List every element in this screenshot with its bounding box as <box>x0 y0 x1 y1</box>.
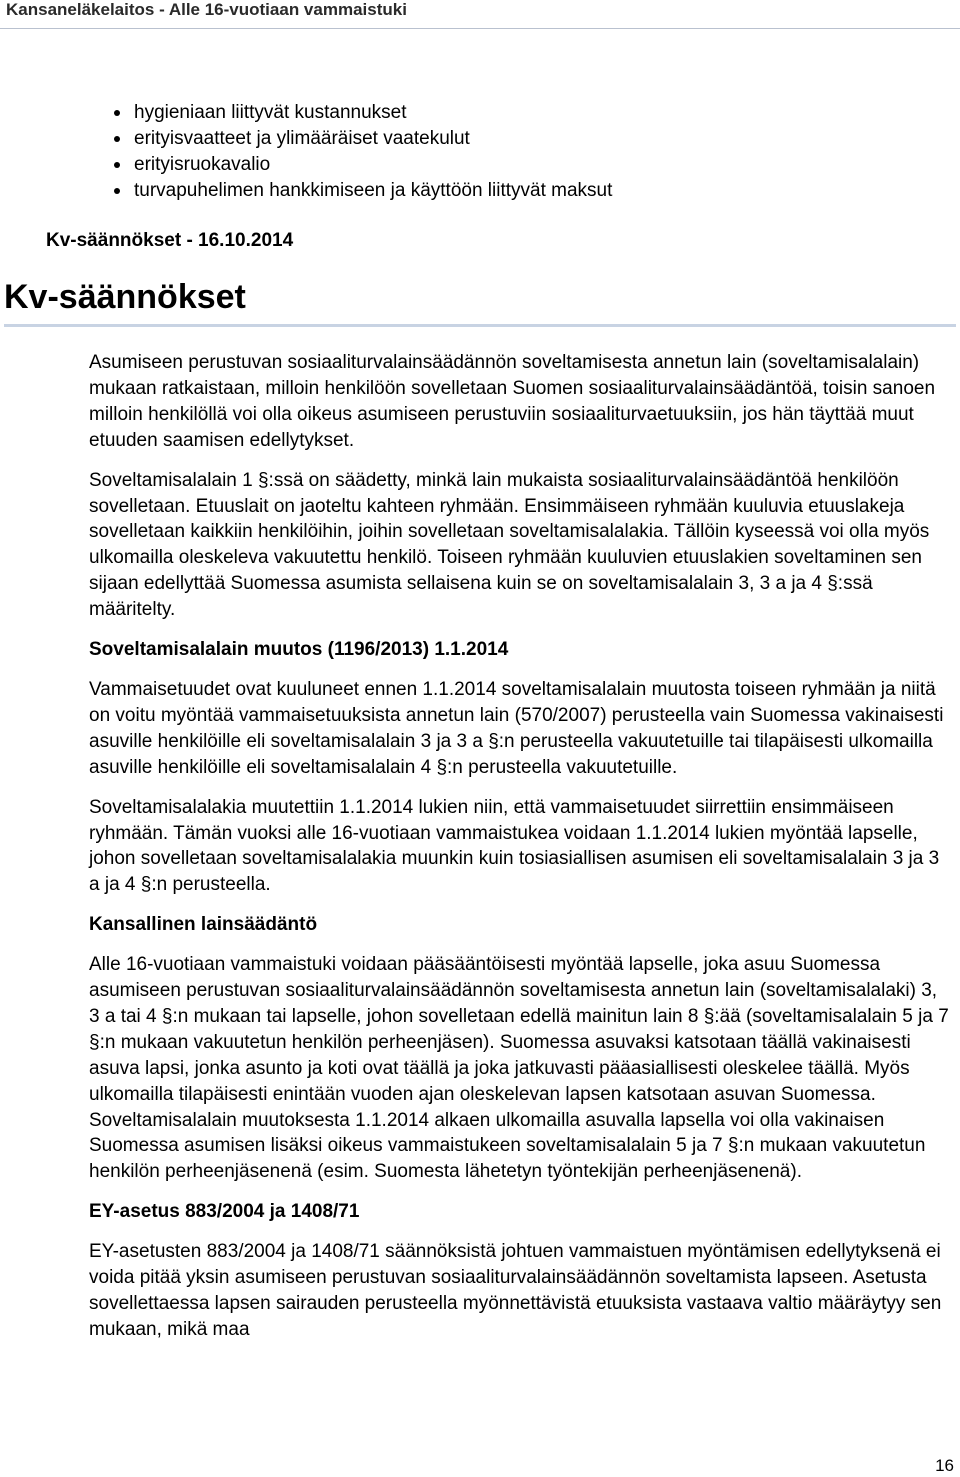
paragraph-scope-section1: Soveltamisalalain 1 §:ssä on säädetty, minkä lain mukaista sosiaaliturvalainsäädäntöä henkilöön sovelletaan. Etuuslait on jaoteltu kahteen ryhmään. Ensimmäiseen ryhmään kuuluvia etuuslakeja sovelletaan kaikkiin henkilöihin, joihin sovelletaan soveltamisalalakia. Tällöin kyseessä voi olla myös ulkomailla oleskeleva vakuutettu henkilö. Toiseen ryhmään kuuluvien etuuslakien soveltaminen sen sijaan edellyttää Suomessa asumista sellaisena kuin se on soveltamisalalain 3, 3 a ja 4 §:ssä määritelty. <box>89 469 930 621</box>
document-title: Kansaneläkelaitos - Alle 16-vuotiaan vammaistuki <box>6 0 407 19</box>
page-number: 16 <box>935 1456 954 1475</box>
paragraph-ec-regulation: EY-asetusten 883/2004 ja 1408/71 säännöksistä johtuen vammaistuen myöntämisen edellytyksenä ei voida pitää yksin asumiseen perustuvan sosiaaliturvalainsäädännön soveltamista lapseen. Asetusta sovellettaessa lapsen sairauden perusteella myönnettävistä etuuksista vastaava valtio määräytyy sen mukaan, mikä maa <box>89 1241 942 1340</box>
list-item: erityisvaatteet ja ylimääräiset vaatekulut <box>108 126 612 152</box>
paragraph-scope-intro: Asumiseen perustuvan sosiaaliturvalainsäädännön soveltamisesta annetun lain (soveltamisalalain) mukaan ratkaistaan, milloin henkilöön sovelletaan Suomen sosiaaliturvalainsäädäntöä, toisin sanoen milloin henkilöllä voi olla oikeus asumiseen perustuviin sosiaaliturvaetuuksiin, jos hän täyttää muut etuuden saamisen edellytykset. <box>89 352 936 451</box>
heading-divider <box>4 324 956 327</box>
subheading-law-change: Soveltamisalalain muutos (1196/2013) 1.1.2014 <box>89 639 509 661</box>
list-item: hygieniaan liittyvät kustannukset <box>108 100 612 126</box>
document-header <box>0 0 960 29</box>
subheading-national-law: Kansallinen lainsäädäntö <box>89 914 318 936</box>
cost-bullet-list <box>108 100 612 204</box>
list-item: erityisruokavalio <box>108 152 612 178</box>
paragraph-before-change: Vammaisetuudet ovat kuuluneet ennen 1.1.2014 soveltamisalalain muutosta toiseen ryhmään ja niitä on voitu myöntää vammaisetuuksista annetun lain (570/2007) perusteella vain Suomessa vakinaisesti asuville henkilöille eli soveltamisalalain 3 ja 3 a §:n perusteella vakuutetuille tai tilapäisesti ulkomailla asuville henkilöille eli soveltamisalalain 4 §:n perusteella vakuutetuille. <box>89 678 944 778</box>
paragraph-national-law: Alle 16-vuotiaan vammaistuki voidaan pääsääntöisesti myöntää lapselle, joka asuu Suomessa asumiseen perustuvan sosiaaliturvalainsäädännön soveltamisesta annetun lain (soveltamisalalaki) 3, 3 a tai 4 §:n mukaan tai lapselle, johon sovelletaan edellä mainitun lain 8 §:ää (soveltamisalalain 5 ja 7 §:n mukaan vakuutetun henkilön perheenjäsen). Suomessa asuvaksi katsotaan täällä vakinaisesti asuva lapsi, jonka asunto ja koti ovat täällä ja joka jatkuvasti pääasiallisesti oleskelee täällä. Myös ulkomailla tilapäisesti enintään vuoden ajan oleskelevan lapsen katsotaan asuvan Suomessa. Soveltamisalalain muutoksesta 1.1.2014 alkaen ulkomailla asuvalla lapsella voi olla vakinaisen Suomessa asumisen lisäksi oikeus vammaistukeen soveltamisalalain 5 ja 7 §:n mukaan vakuutetun henkilön perheenjäsenenä (esim. Suomesta lähetetyn työntekijän perheenjäsenenä). <box>89 954 949 1183</box>
paragraph-after-change: Soveltamisalalakia muutettiin 1.1.2014 lukien niin, että vammaisetuudet siirrettiin ensimmäiseen ryhmään. Tämän vuoksi alle 16-vuotiaan vammaistukea voidaan 1.1.2014 lukien myöntää lapselle, johon sovelletaan soveltamisalalakia muunkin kuin tosiasiallisen asumisen eli soveltamisalalain 3 ja 3 a ja 4 §:n perusteella. <box>89 796 940 896</box>
document-body <box>89 350 949 1357</box>
list-item: turvapuhelimen hankkimiseen ja käyttöön liittyvät maksut <box>108 178 612 204</box>
subheading-ec-regulation: EY-asetus 883/2004 ja 1408/71 <box>89 1201 360 1223</box>
section-meta-title: Kv-säännökset - 16.10.2014 <box>46 230 294 251</box>
page-title: Kv-säännökset <box>4 278 246 316</box>
